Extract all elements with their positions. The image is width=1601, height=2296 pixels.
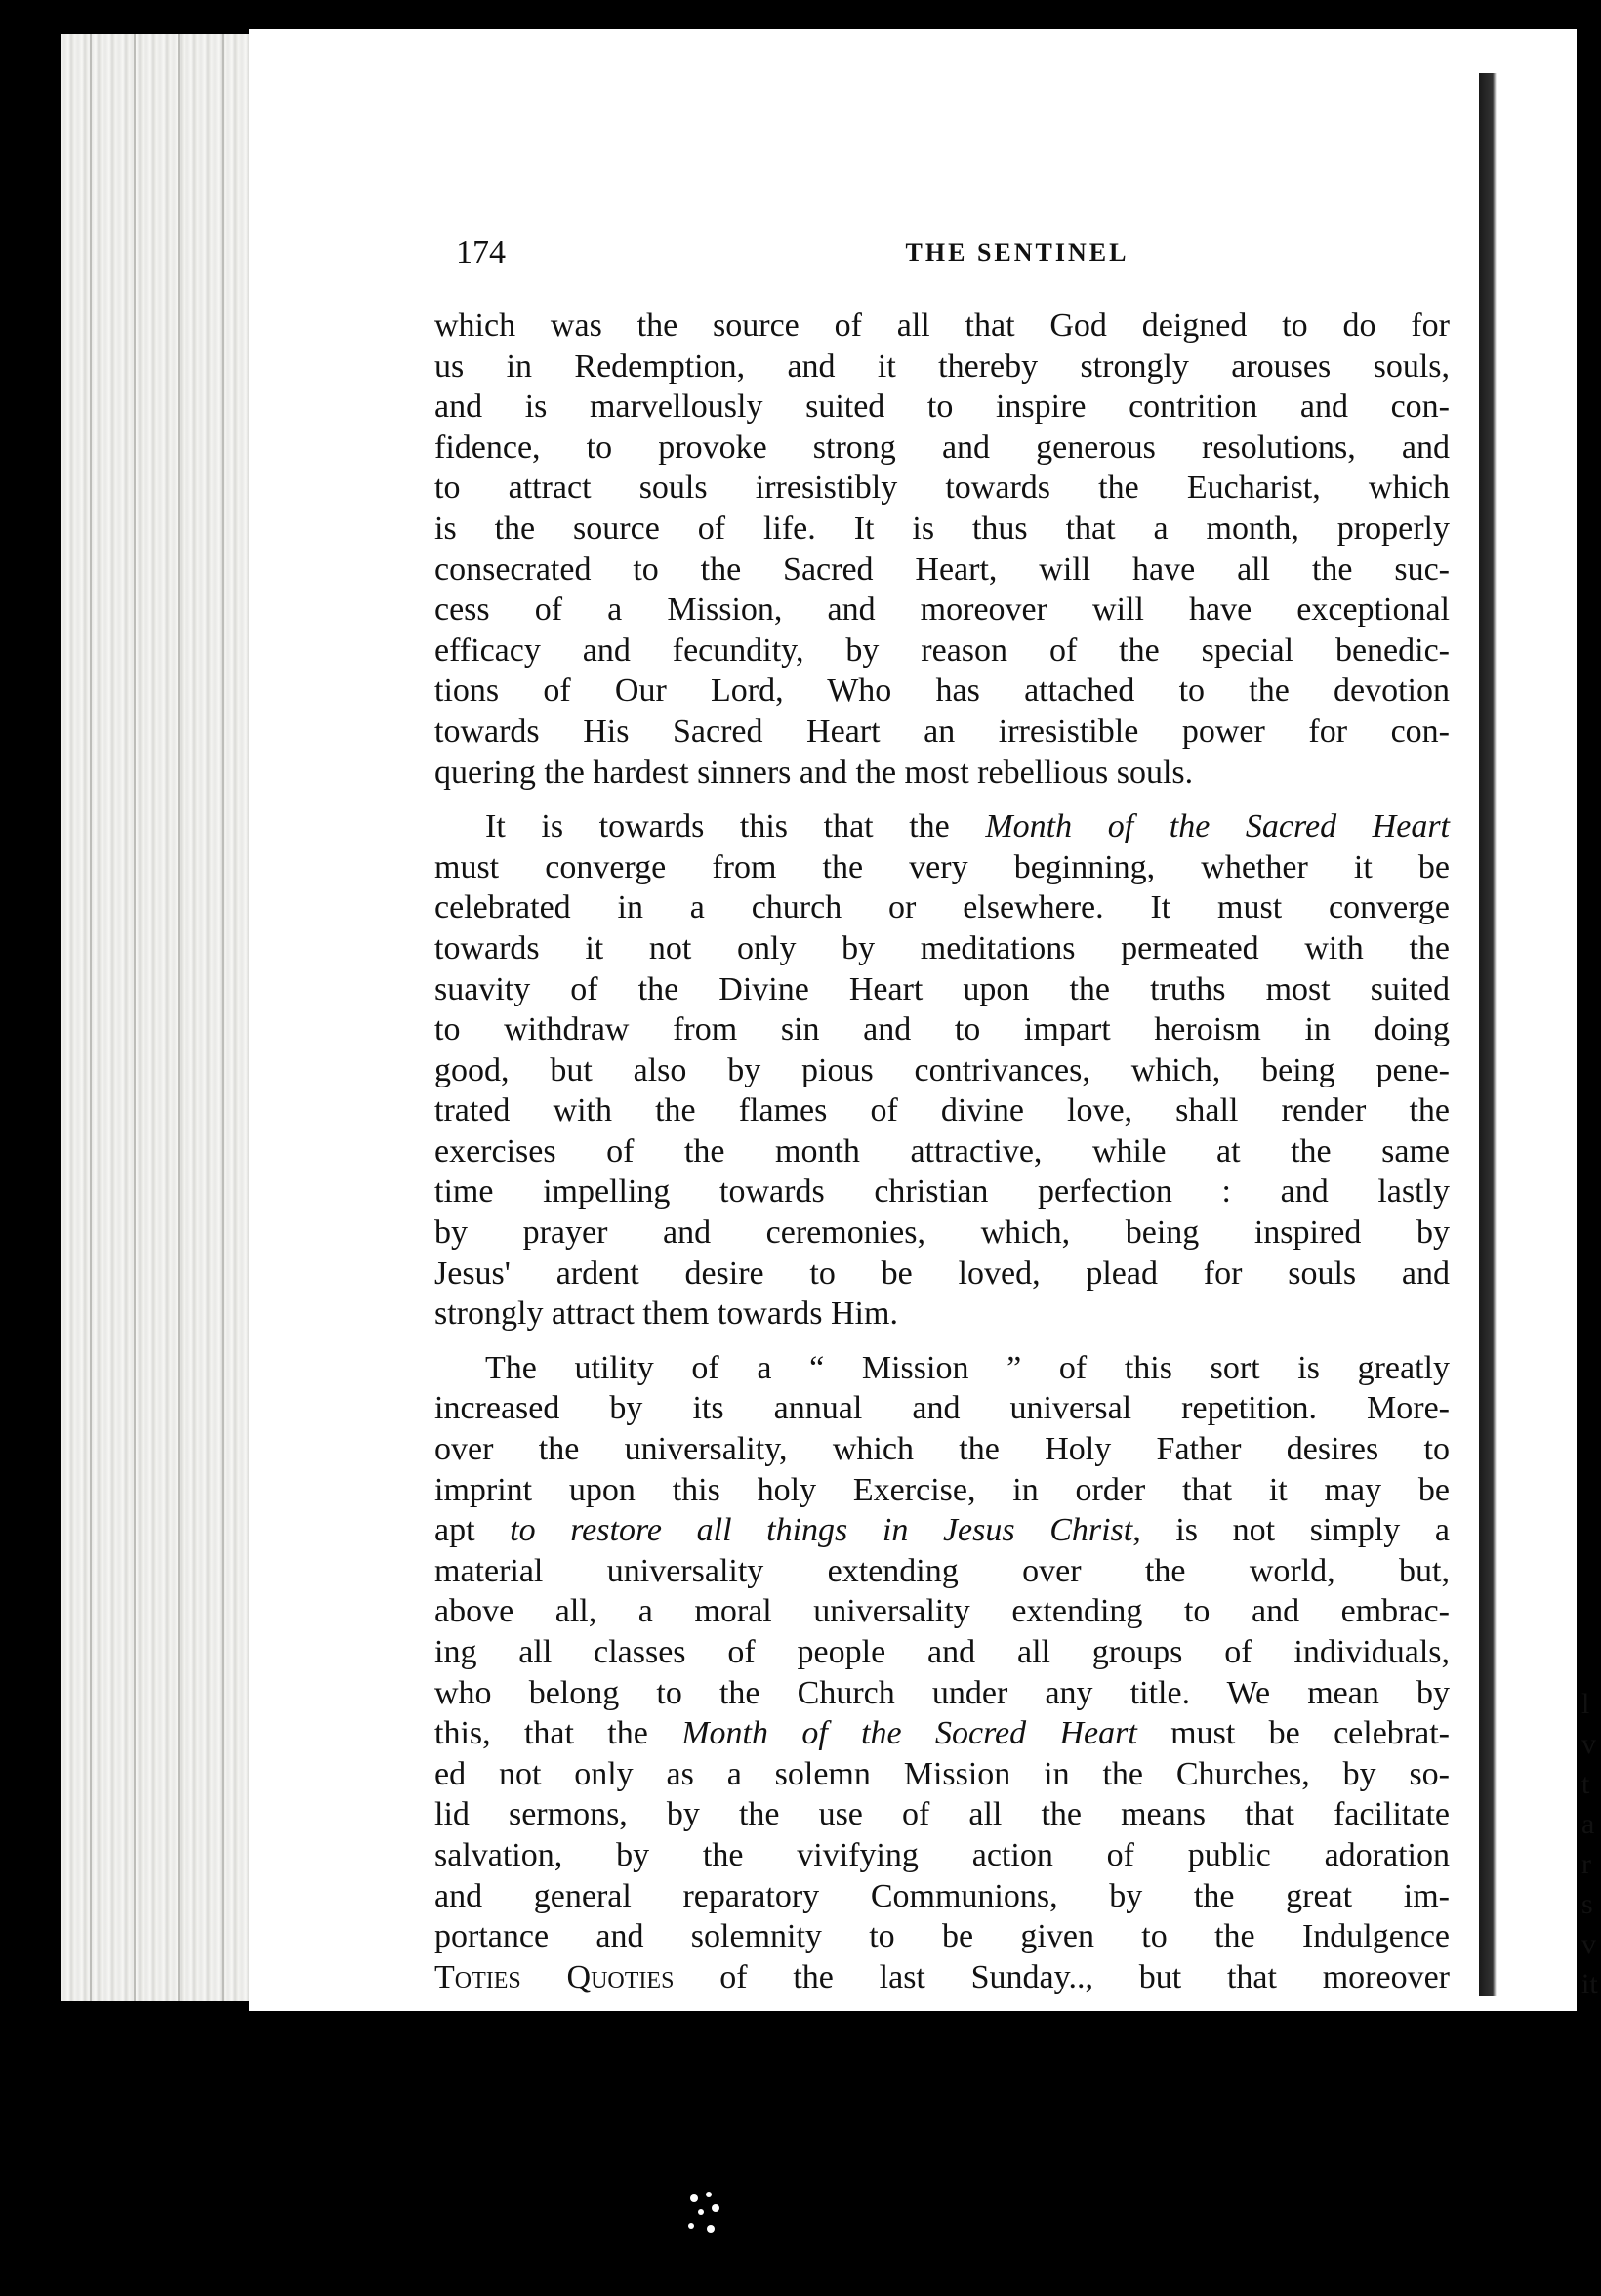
page-number: 174: [456, 234, 506, 270]
text-line: celebrated in a church or elsewhere. It must converge: [434, 889, 1450, 926]
text-line: must converge from the very beginning, whether it be: [434, 848, 1450, 885]
italic-title: Month of the Socred Heart: [681, 1715, 1137, 1752]
text-line: who belong to the Church under any title. We mean by: [434, 1674, 1450, 1711]
text-line: fidence, to provoke strong and generous resolutions, and: [434, 429, 1450, 466]
text-line: salvation, by the vivifying action of public adoration: [434, 1836, 1450, 1873]
text-line: towards His Sacred Heart an irresistible power for con-: [434, 713, 1450, 750]
text-line: by prayer and ceremonies, which, being inspired by: [434, 1214, 1450, 1251]
book-page-edges: [61, 34, 256, 2001]
text-line: us in Redemption, and it thereby strongly arouses souls,: [434, 348, 1450, 385]
text-line: suavity of the Divine Heart upon the truths most suited: [434, 970, 1450, 1007]
paragraph: [434, 806, 1450, 1334]
facing-page-letter: a: [1581, 1808, 1595, 1840]
text-line: Jesus' ardent desire to be loved, plead for souls and: [434, 1254, 1450, 1292]
text-line: ing all classes of people and all groups of individuals,: [434, 1634, 1450, 1670]
text-line: quering the hardest sinners and the most rebellious souls.: [434, 754, 1194, 791]
text-line: towards it not only by meditations permeated with the: [434, 929, 1450, 966]
italic-title: to restore all things in Jesus Christ: [510, 1512, 1133, 1549]
text-line: tions of Our Lord, Who has attached to the devotion: [434, 673, 1450, 710]
text-line: efficacy and fecundity, by reason of the special benedic-: [434, 632, 1450, 669]
facing-page-letters: [1581, 1684, 1601, 2004]
text-line: apt to restore all things in Jesus Christ, is not simply a: [434, 1512, 1450, 1549]
text-line: cess of a Mission, and moreover will have exceptional: [434, 592, 1450, 629]
text-line: to withdraw from sin and to impart heroism in doing: [434, 1011, 1450, 1048]
text-line: and general reparatory Communions, by the great im-: [434, 1877, 1450, 1914]
text-line: above all, a moral universality extending to and embrac-: [434, 1593, 1450, 1630]
paragraph: [434, 1348, 1450, 1998]
running-title: THE SENTINEL: [905, 238, 1129, 266]
text-line: and is marvellously suited to inspire contrition and con-: [434, 389, 1450, 426]
facing-page-letter: l: [1581, 1688, 1590, 1720]
text-line: The utility of a “ Mission ” of this sort is greatly: [485, 1349, 1450, 1386]
ink-speck-mark: [677, 2185, 735, 2243]
text-line: consecrated to the Sacred Heart, will have all the suc-: [434, 551, 1450, 588]
text-line: to attract souls irresistibly towards the Eucharist, which: [434, 470, 1450, 507]
italic-title: Month of the Sacred Heart: [985, 808, 1450, 845]
text-line: Toties Quoties of the last Sunday.., but that moreover: [434, 1958, 1451, 1995]
facing-page-edge: [1479, 73, 1577, 1996]
facing-page-letter: it: [1581, 1968, 1598, 2000]
small-caps-term: Toties Quoties: [434, 1958, 675, 1995]
paragraph: [434, 306, 1450, 793]
text-line: good, but also by pious contrivances, which, being pene-: [434, 1051, 1450, 1088]
text-line: exercises of the month attractive, while at the same: [434, 1132, 1450, 1169]
text-line: imprint upon this holy Exercise, in order that it may be: [434, 1471, 1450, 1508]
page-header: [456, 234, 1445, 277]
text-line: is the source of life. It is thus that a month, properly: [434, 510, 1450, 547]
text-line: ed not only as a solemn Mission in the Churches, by so-: [434, 1755, 1450, 1792]
text-line: over the universality, which the Holy Father desires to: [434, 1431, 1450, 1468]
text-line: material universality extending over the world, but,: [434, 1552, 1450, 1589]
text-line: lid sermons, by the use of all the means that facilitate: [434, 1796, 1450, 1833]
body-text: [434, 306, 1450, 1997]
text-line: time impelling towards christian perfection : and lastly: [434, 1173, 1450, 1210]
facing-page-letter: s: [1581, 1888, 1593, 1920]
text-line: increased by its annual and universal repetition. More-: [434, 1390, 1450, 1427]
facing-page-letter: v: [1581, 1728, 1596, 1760]
facing-page-letter: t: [1581, 1768, 1590, 1800]
text-line: trated with the flames of divine love, shall render the: [434, 1092, 1450, 1129]
facing-page-letter: v: [1581, 1928, 1596, 1960]
facing-page-letter: r: [1581, 1848, 1591, 1880]
text-line: strongly attract them towards Him.: [434, 1295, 898, 1332]
text-line: this, that the Month of the Socred Heart must be celebrat-: [434, 1715, 1450, 1752]
text-line: It is towards this that the Month of the Sacred Heart: [485, 808, 1450, 845]
text-line: which was the source of all that God deigned to do for: [434, 308, 1450, 344]
text-line: portance and solemnity to be given to the Indulgence: [434, 1918, 1450, 1955]
